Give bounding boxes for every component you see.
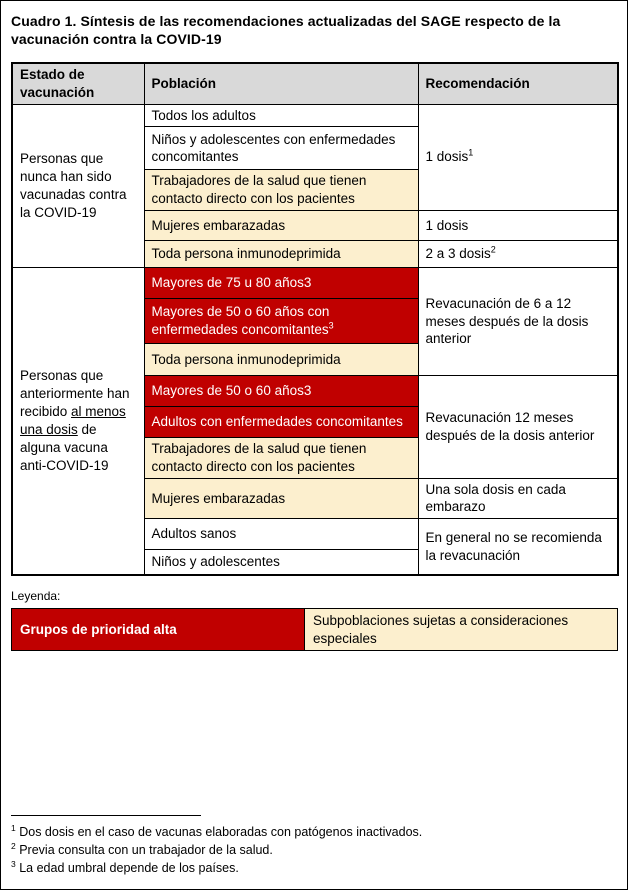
recommendation-cell: 2 a 3 dosis$^2$ xyxy=(418,241,618,268)
header-row xyxy=(12,63,618,104)
legend-special: Subpoblaciones sujetas a consideraciones especiales xyxy=(305,608,618,651)
footnote-marker-1: 1 xyxy=(11,822,16,833)
footnote-marker-3: 3 xyxy=(11,859,16,870)
population-cell-special: Trabajadores de la salud que tienen contacto directo con los pacientes xyxy=(144,170,418,211)
population-cell: Adultos sanos xyxy=(144,519,418,550)
footnote-3: $^3$ La edad umbral depende de los países. xyxy=(11,859,239,876)
state-cell-never-vaccinated: Personas que nunca han sido vacunadas contra la COVID-19 xyxy=(12,104,144,267)
table-title: Cuadro 1. Síntesis de las recomendaciones actualizadas del SAGE respecto de la vacunación contra la COVID-19 xyxy=(11,13,561,48)
recommendation-cell: 1 dosis$^1$ xyxy=(418,104,618,210)
population-cell-special: Mujeres embarazadas xyxy=(144,478,418,519)
footnote-separator xyxy=(11,815,201,816)
population-cell-special: Toda persona inmunodeprimida xyxy=(144,241,418,268)
recommendations-table xyxy=(11,62,619,576)
footnote-1: $^1$ Dos dosis en el caso de vacunas elaboradas con patógenos inactivados. xyxy=(11,822,423,839)
legend-row xyxy=(12,608,618,651)
recommendation-cell: Revacunación de 6 a 12 meses después de la dosis anterior xyxy=(418,268,618,376)
population-cell: Niños y adolescentes con enfermedades concomitantes xyxy=(144,127,418,170)
state-cell-previously-vaccinated: Personas que anteriormente han recibido al menos una dosis de alguna vacuna anti-COVID-19 xyxy=(12,268,144,575)
footnotes xyxy=(11,815,617,877)
legend-table xyxy=(11,608,618,652)
population-cell-special: Toda persona inmunodeprimida xyxy=(144,344,418,376)
underlined-text: al menos una dosis xyxy=(20,404,126,437)
table-row xyxy=(12,268,618,299)
col-header-poblacion: Población xyxy=(144,63,418,104)
population-cell-high-priority: Mayores de 50 o 60 años3 xyxy=(144,376,418,407)
population-cell-special: Mujeres embarazadas xyxy=(144,211,418,241)
footnote-ref-1: 1 xyxy=(468,147,474,158)
footnote-marker-2: 2 xyxy=(11,840,16,851)
recommendation-cell: Revacunación 12 meses después de la dosis anterior xyxy=(418,376,618,479)
legend xyxy=(11,589,617,652)
footnote-ref-2: 2 xyxy=(490,244,496,255)
population-cell-high-priority: Mayores de 75 u 80 años3 xyxy=(144,268,418,299)
legend-label: Leyenda: xyxy=(11,588,61,603)
population-cell: Todos los adultos xyxy=(144,104,418,127)
population-cell-special: Trabajadores de la salud que tienen contacto directo con los pacientes xyxy=(144,438,418,479)
recommendation-cell: 1 dosis xyxy=(418,211,618,241)
footnote-2: $^2$ Previa consulta con un trabajador de la salud. xyxy=(11,840,273,858)
population-cell: Niños y adolescentes xyxy=(144,550,418,575)
population-cell-high-priority: Adultos con enfermedades concomitantes xyxy=(144,407,418,438)
col-header-recomendacion: Recomendación xyxy=(418,63,618,104)
col-header-estado: Estado de vacunación xyxy=(12,63,144,104)
recommendation-cell: Una sola dosis en cada embarazo xyxy=(418,478,618,519)
population-cell-high-priority: Mayores de 50 o 60 años con enfermedades concomitantes$^3$ xyxy=(144,299,418,344)
table-row xyxy=(12,104,618,127)
footnote-ref-3: 3 xyxy=(328,320,334,331)
recommendation-cell: En general no se recomienda la revacunación xyxy=(418,519,618,575)
legend-high-priority: Grupos de prioridad alta xyxy=(12,608,305,651)
page-content xyxy=(1,1,627,651)
